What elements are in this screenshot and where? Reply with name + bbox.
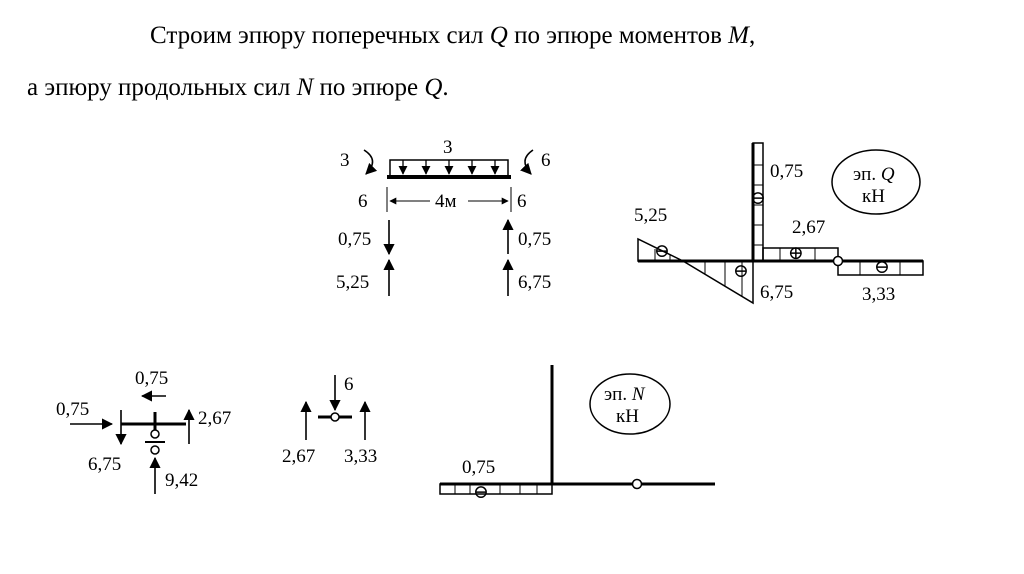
q-column-label: 0,75 <box>770 161 804 182</box>
title-text: . <box>442 74 449 101</box>
node-a-left-label: 0,75 <box>56 399 90 420</box>
node-a-labels <box>56 368 231 491</box>
q-bottom-left-label: 6,75 <box>760 282 794 303</box>
node-a-right-label: 2,67 <box>198 408 232 429</box>
q-sign-plus: ⊕ <box>788 243 804 264</box>
reaction-left-label: 5,25 <box>336 272 370 293</box>
node-a-bottom-left-label: 6,75 <box>88 454 122 475</box>
force-top-left-label: 6 <box>358 191 368 212</box>
shear-right-label: 0,75 <box>518 229 552 250</box>
title-text: по эпюре моментов <box>507 22 729 49</box>
q-badge-line1: эп. Q <box>853 164 895 185</box>
n-badge-line1: эп. N <box>604 384 645 405</box>
title-text: по эпюре <box>313 74 425 101</box>
q-sign-minus: ⊖ <box>733 261 749 282</box>
hinge-icon <box>633 480 642 489</box>
moment-arrow-left <box>364 150 373 174</box>
n-badge-line2: кН <box>616 406 639 427</box>
node-b-labels <box>282 374 377 467</box>
q-diagram-labels <box>634 161 895 305</box>
q-sign-minus: ⊖ <box>654 241 670 262</box>
node-b-left-label: 2,67 <box>282 446 316 467</box>
title-var-m: M <box>728 22 749 49</box>
title-var-n: N <box>296 74 314 101</box>
load-value: 3 <box>443 137 453 158</box>
node-b-free-body <box>306 375 365 440</box>
beam-free-body <box>336 137 551 296</box>
n-value-label: 0,75 <box>462 457 496 478</box>
title-text: а эпюру продольных сил <box>27 74 297 101</box>
q-badge-line2: кН <box>862 186 885 207</box>
span-label: 4м <box>435 191 457 212</box>
force-top-right-label: 6 <box>517 191 527 212</box>
title-text: Строим эпюру поперечных сил <box>150 22 490 49</box>
reaction-right-label: 6,75 <box>518 272 552 293</box>
hinge-icon <box>834 257 843 266</box>
q-right-label: 3,33 <box>862 284 896 305</box>
q-sign-minus: ⊖ <box>750 188 766 209</box>
moment-left-label: 3 <box>340 150 350 171</box>
moment-right-label: 6 <box>541 150 551 171</box>
title-text: , <box>748 22 756 49</box>
title-var-q: Q <box>424 74 443 101</box>
node-a-top-label: 0,75 <box>135 368 169 389</box>
node-a-bottom-label: 9,42 <box>165 470 199 491</box>
node-b-top-label: 6 <box>344 374 354 395</box>
node-b-right-label: 3,33 <box>344 446 378 467</box>
moment-arrow-right <box>525 150 533 174</box>
distributed-load-arrows <box>403 160 495 174</box>
q-mid-label: 2,67 <box>792 217 826 238</box>
shear-left-label: 0,75 <box>338 229 372 250</box>
title-var-q: Q <box>489 22 508 49</box>
q-sign-minus: ⊖ <box>874 257 890 278</box>
q-left-label: 5,25 <box>634 205 668 226</box>
n-sign-minus: ⊖ <box>473 482 489 503</box>
